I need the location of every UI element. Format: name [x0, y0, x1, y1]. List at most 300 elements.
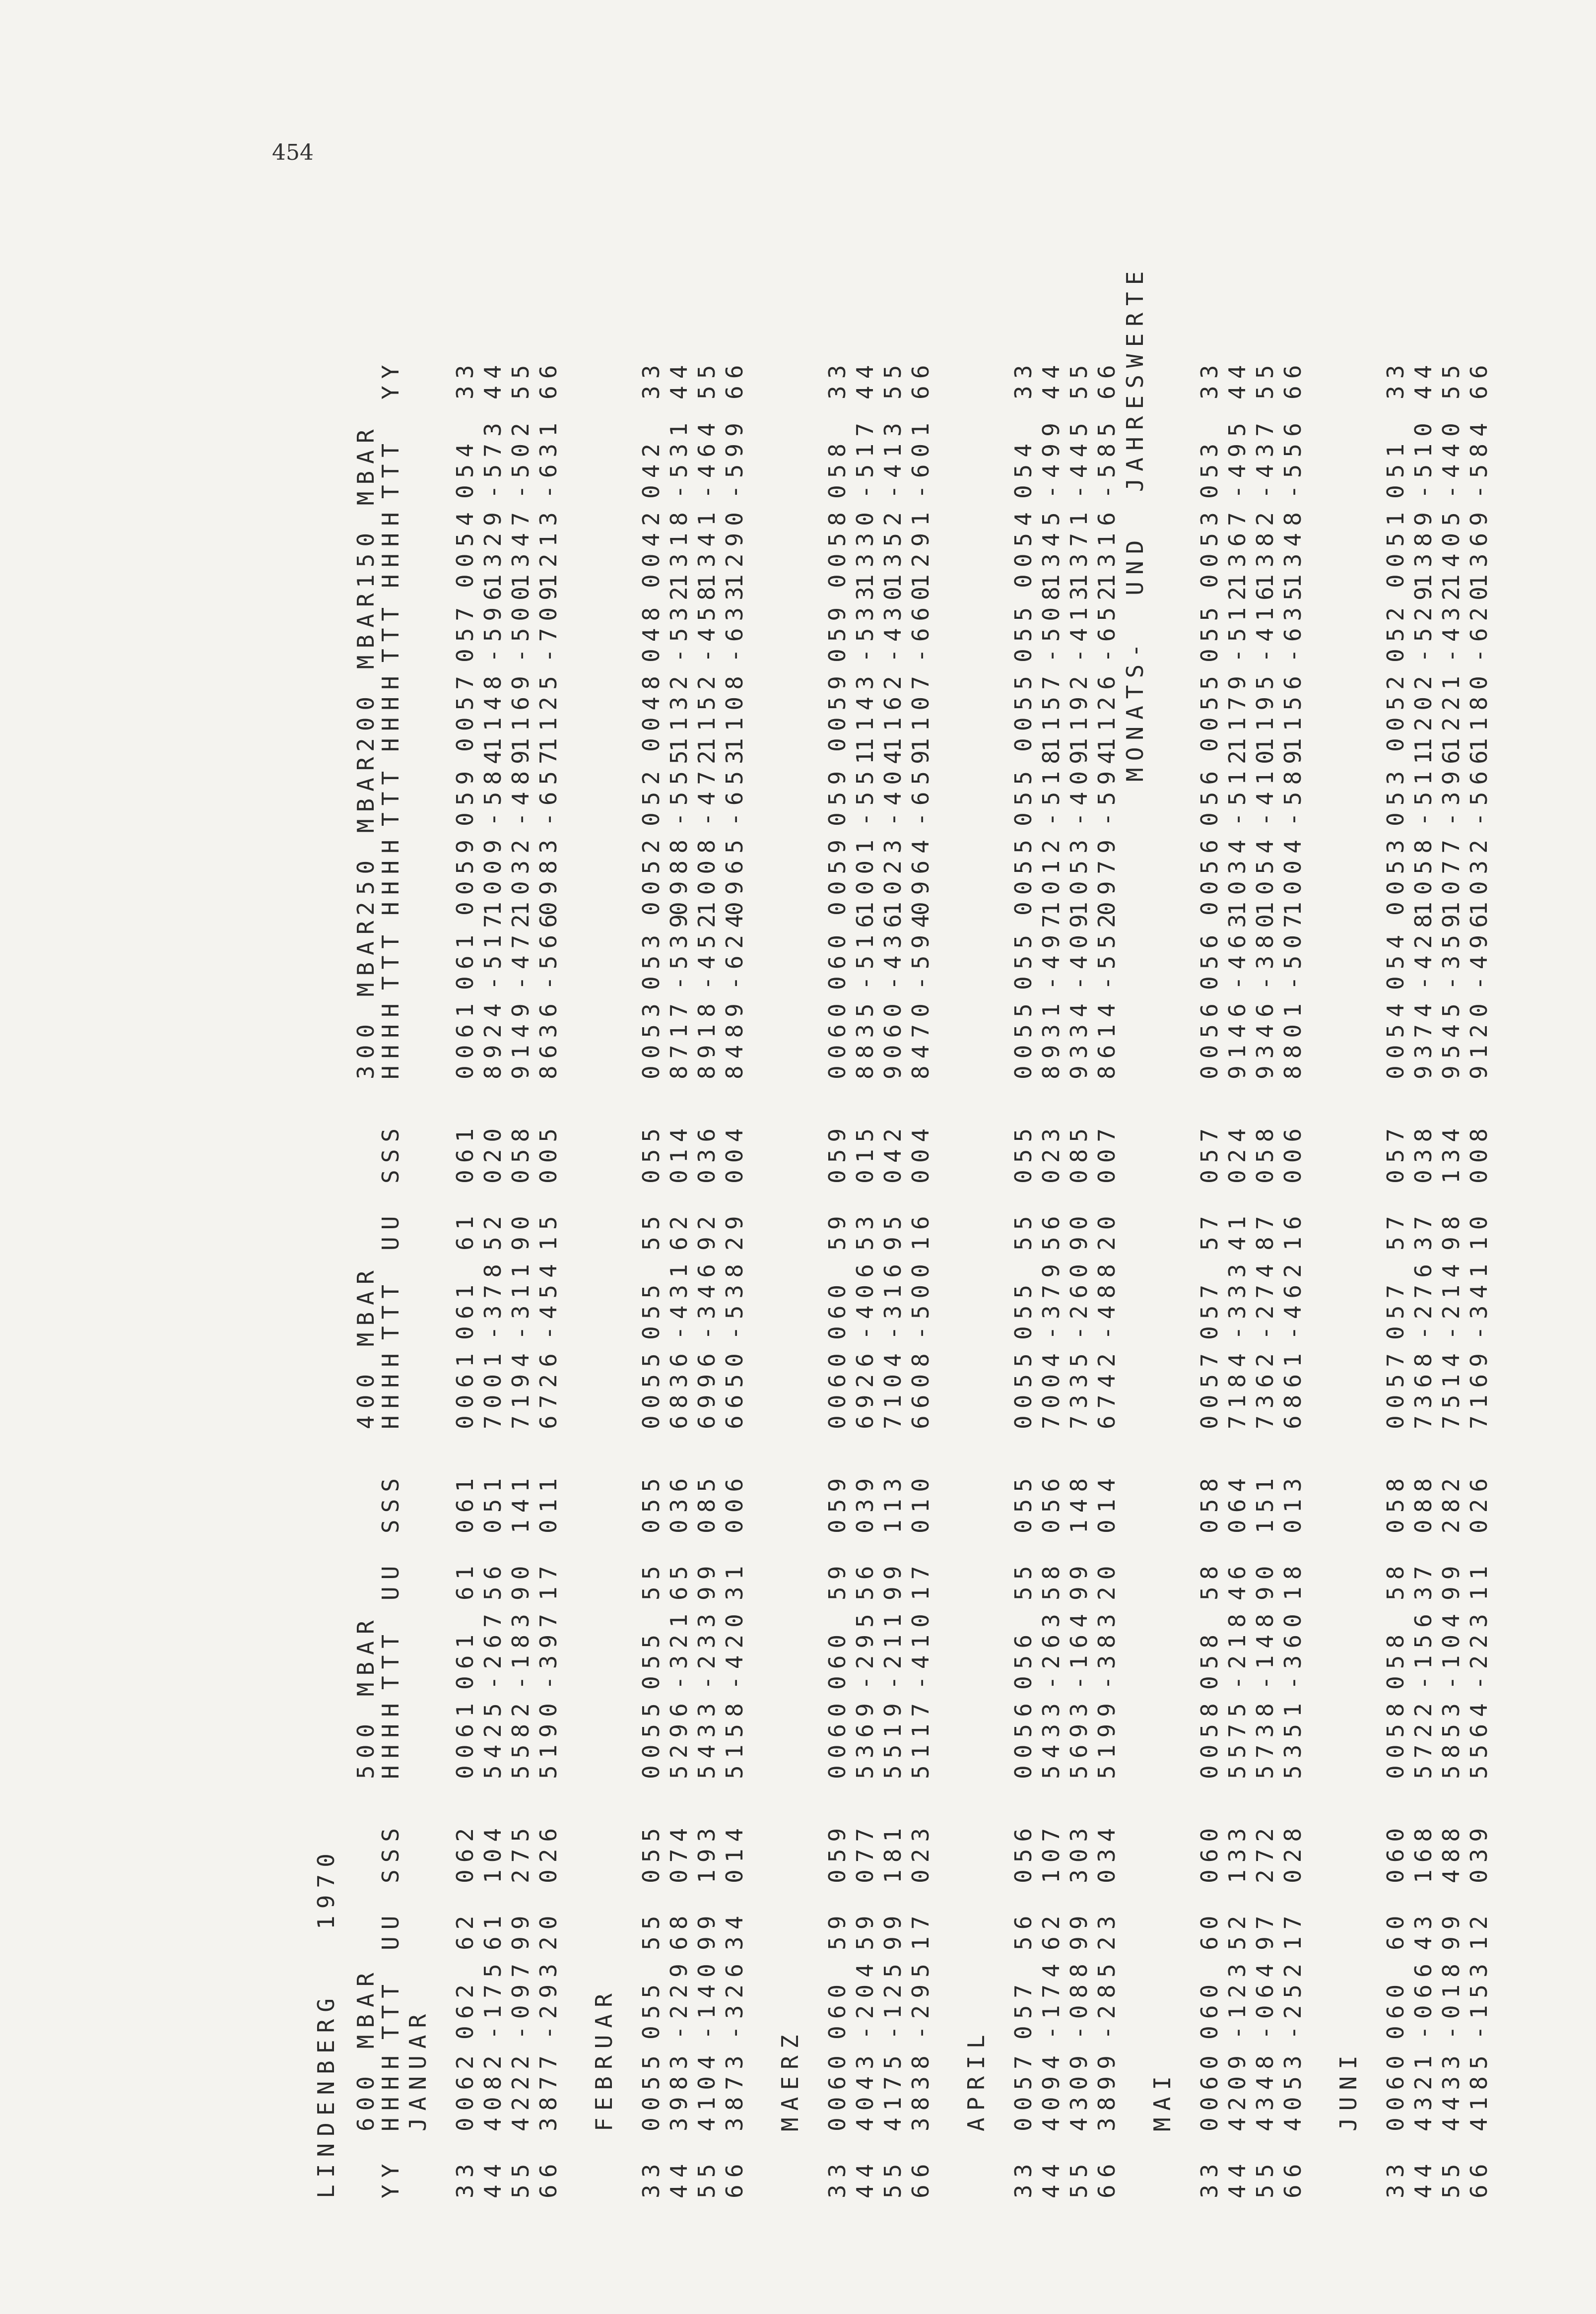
table-cell: -175 [479, 1957, 506, 2040]
table-cell: 060 [1196, 1977, 1223, 2040]
table-cell: 17 [907, 1559, 934, 1600]
table-cell: 57 [1196, 1209, 1223, 1251]
table-cell: -566 [1465, 743, 1492, 826]
table-cell: 44 [1224, 2157, 1251, 2198]
table-cell: 062 [452, 1977, 478, 2040]
table-cell: -538 [721, 1257, 748, 1340]
table-cell: -531 [665, 416, 692, 499]
table-cell: -573 [479, 416, 506, 499]
table-cell: -097 [507, 1957, 534, 2040]
table-cell: 66 [535, 2157, 562, 2198]
table-cell: 3873 [721, 2049, 748, 2131]
table-cell: 042 [638, 436, 665, 499]
table-cell: 6742 [1093, 1346, 1120, 1429]
table-cell: 33 [824, 2157, 851, 2198]
table-cell: 8924 [479, 996, 506, 1079]
table-cell: -652 [1093, 580, 1120, 662]
table-cell: 87 [1252, 1209, 1278, 1251]
month-label: MAI [1149, 2069, 1176, 2131]
table-cell: 0055 [638, 2049, 665, 2131]
table-cell: 90 [1065, 1209, 1092, 1251]
table-cell: 0056 [1196, 833, 1223, 916]
table-cell: 44 [852, 358, 878, 399]
page-number: 454 [272, 140, 314, 165]
table-cell: 085 [693, 1471, 720, 1533]
table-cell: -464 [693, 416, 720, 499]
column-header: HHHH [377, 833, 404, 916]
table-cell: 44 [1410, 358, 1437, 399]
table-cell: -260 [1065, 1257, 1092, 1340]
table-cell: 9120 [1465, 996, 1492, 1079]
table-cell: 058 [1382, 1627, 1409, 1690]
table-cell: 33 [638, 358, 665, 399]
table-cell: 0060 [1382, 2049, 1409, 2131]
table-cell: 1152 [693, 669, 720, 752]
table-cell: 99 [879, 1559, 906, 1600]
table-cell: 60 [1196, 1909, 1223, 1950]
table-cell: 9149 [507, 996, 534, 1079]
table-cell: 0055 [638, 1696, 665, 1779]
table-cell: 99 [879, 1909, 906, 1950]
table-cell: 66 [1279, 2157, 1306, 2198]
table-cell: -496 [1465, 907, 1492, 990]
table-cell: 0060 [824, 1696, 851, 1779]
table-cell: 6608 [907, 1346, 934, 1429]
table-cell: 1341 [693, 505, 720, 588]
table-cell: -511 [1410, 743, 1437, 826]
table-cell: 0058 [1382, 1696, 1409, 1779]
table-cell: 7514 [1438, 1346, 1464, 1429]
table-cell: 141 [507, 1471, 534, 1533]
table-cell: 59 [852, 1909, 878, 1950]
month-label: JUNI [1335, 2049, 1362, 2131]
table-cell: 0048 [638, 669, 665, 752]
table-cell: -214 [1438, 1257, 1464, 1340]
table-cell: 23 [1093, 1909, 1120, 1950]
table-cell: 1001 [852, 833, 878, 916]
table-cell: -380 [1252, 907, 1278, 990]
table-cell: 024 [1224, 1121, 1251, 1184]
table-cell: 44 [1038, 2157, 1064, 2198]
table-cell: 0056 [1196, 996, 1223, 1079]
level-header: 150 MBAR [352, 422, 379, 588]
table-cell: -458 [693, 580, 720, 662]
table-cell: 3877 [535, 2049, 562, 2131]
table-cell: -263 [1038, 1607, 1064, 1690]
table-cell: 99 [1438, 1909, 1464, 1950]
table-cell: 6650 [721, 1346, 748, 1429]
table-cell: -599 [721, 416, 748, 499]
table-cell: 9146 [1224, 996, 1251, 1079]
table-cell: 0058 [824, 505, 851, 588]
table-cell: -285 [1093, 1957, 1120, 2040]
table-cell: 052 [638, 764, 665, 826]
column-header: HHHH [377, 2049, 404, 2131]
table-cell: 0964 [907, 833, 934, 916]
table-cell: -140 [693, 1957, 720, 2040]
table-cell: -123 [1224, 1957, 1251, 2040]
table-cell: -064 [1252, 1957, 1278, 2040]
column-header: TTT [377, 764, 404, 826]
table-cell: 060 [824, 1627, 851, 1690]
table-cell: 006 [721, 1471, 748, 1533]
column-header: HHHH [377, 1346, 404, 1429]
table-cell: -512 [1224, 743, 1251, 826]
table-cell: 92 [693, 1209, 720, 1251]
table-cell: -657 [535, 743, 562, 826]
table-cell: 18 [1279, 1559, 1306, 1600]
table-cell: 1348 [1279, 505, 1306, 588]
table-cell: 7004 [1038, 1346, 1064, 1429]
table-cell: 148 [1065, 1471, 1092, 1533]
table-cell: 1108 [721, 669, 748, 752]
table-cell: 1004 [1279, 833, 1306, 916]
table-cell: 055 [638, 1471, 665, 1533]
table-cell: 5564 [1465, 1696, 1492, 1779]
table-cell: 0053 [1382, 833, 1409, 916]
table-cell: 9346 [1252, 996, 1278, 1079]
table-cell: 66 [721, 358, 748, 399]
table-cell: 1195 [1252, 669, 1278, 752]
table-cell: -499 [1038, 416, 1064, 499]
table-cell: 99 [1065, 1559, 1092, 1600]
table-cell: 44 [1224, 358, 1251, 399]
table-cell: 4222 [507, 2049, 534, 2131]
table-cell: -233 [693, 1607, 720, 1690]
table-cell: 1132 [665, 669, 692, 752]
table-cell: -488 [1093, 1257, 1120, 1340]
table-cell: -383 [1093, 1607, 1120, 1690]
table-cell: 053 [638, 927, 665, 990]
column-header: HHHH [377, 996, 404, 1079]
table-cell: 66 [1279, 358, 1306, 399]
table-cell: 7368 [1410, 1346, 1437, 1429]
table-cell: 0055 [1010, 833, 1037, 916]
table-cell: -436 [879, 907, 906, 990]
table-cell: 1405 [1438, 505, 1464, 588]
table-cell: 0060 [824, 1346, 851, 1429]
table-cell: 55 [1438, 358, 1464, 399]
table-cell: -276 [1410, 1257, 1437, 1340]
table-cell: 5117 [907, 1696, 934, 1779]
table-cell: 1126 [1093, 669, 1120, 752]
table-cell: 5853 [1438, 1696, 1464, 1779]
table-cell: 33 [824, 358, 851, 399]
table-cell: 9060 [879, 996, 906, 1079]
table-cell: 46 [1224, 1559, 1251, 1600]
table-cell: -589 [1279, 743, 1306, 826]
table-cell: 056 [1010, 1821, 1037, 1883]
table-cell: -229 [665, 1957, 692, 2040]
table-cell: 060 [824, 927, 851, 990]
column-header: HHHH [377, 1696, 404, 1779]
table-cell: 9374 [1410, 996, 1437, 1079]
table-cell: 1202 [1410, 669, 1437, 752]
table-cell: 133 [1224, 1821, 1251, 1883]
month-label: FEBRUAR [591, 1986, 617, 2131]
table-cell: 8489 [721, 996, 748, 1079]
table-cell: 1053 [1065, 833, 1092, 916]
table-cell: 036 [665, 1471, 692, 1533]
table-cell: 1032 [1465, 833, 1492, 916]
table-cell: 1058 [1410, 833, 1437, 916]
table-cell: 1389 [1410, 505, 1437, 588]
table-cell: 5738 [1252, 1696, 1278, 1779]
table-cell: 56 [1038, 1209, 1064, 1251]
table-cell: 1367 [1224, 505, 1251, 588]
table-cell: 015 [852, 1121, 878, 1184]
table-cell: -410 [907, 1607, 934, 1690]
table-cell: -512 [1224, 580, 1251, 662]
table-cell: 59 [824, 1209, 851, 1251]
table-cell: 020 [479, 1121, 506, 1184]
table-cell: 023 [907, 1821, 934, 1883]
table-cell: -624 [721, 907, 748, 990]
table-cell: -539 [665, 907, 692, 990]
table-cell: -508 [1038, 580, 1064, 662]
table-cell: -409 [1065, 743, 1092, 826]
table-cell: 8835 [852, 996, 878, 1079]
table-cell: -431 [665, 1257, 692, 1340]
table-cell: -378 [479, 1257, 506, 1340]
table-cell: 0988 [665, 833, 692, 916]
table-cell: 059 [824, 1471, 851, 1533]
table-cell: 058 [1382, 1471, 1409, 1533]
table-cell: 064 [1224, 1471, 1251, 1533]
table-cell: 039 [1465, 1821, 1492, 1883]
table-cell: -252 [1279, 1957, 1306, 2040]
table-cell: 1291 [907, 505, 934, 588]
table-cell: 66 [535, 358, 562, 399]
table-cell: 55 [507, 358, 534, 399]
table-cell: -500 [907, 1257, 934, 1340]
table-cell: 059 [824, 1821, 851, 1883]
column-header: HHHH [377, 669, 404, 752]
table-cell: -088 [1065, 1957, 1092, 2040]
table-cell: -164 [1065, 1607, 1092, 1690]
table-cell: 17 [907, 1909, 934, 1950]
table-cell: -428 [1410, 907, 1437, 990]
table-cell: -360 [1279, 1607, 1306, 1690]
table-cell: 0979 [1093, 833, 1120, 916]
table-cell: -594 [1093, 743, 1120, 826]
table-cell: 97 [1252, 1909, 1278, 1950]
table-cell: 054 [452, 436, 478, 499]
table-cell: 052 [1382, 600, 1409, 662]
table-cell: 168 [1410, 1821, 1437, 1883]
column-header: HHHH [377, 505, 404, 588]
table-cell: 33 [452, 2157, 478, 2198]
table-cell: -489 [507, 743, 534, 826]
table-cell: -359 [1438, 907, 1464, 990]
table-cell: -584 [479, 743, 506, 826]
table-cell: -413 [1065, 580, 1092, 662]
table-cell: 57 [1382, 1209, 1409, 1251]
table-cell: 062 [452, 1821, 478, 1883]
table-cell: 99 [1065, 1909, 1092, 1950]
table-cell: -018 [1438, 1957, 1464, 2040]
table-cell: 29 [721, 1209, 748, 1251]
table-cell: 1107 [907, 669, 934, 752]
table-cell: 038 [1410, 1121, 1437, 1184]
table-cell: 061 [452, 1121, 478, 1184]
table-cell: 061 [452, 927, 478, 990]
table-cell: 0055 [1010, 996, 1037, 1079]
table-cell: 59 [824, 1559, 851, 1600]
table-cell: 051 [1382, 436, 1409, 499]
table-cell: 4433 [1438, 2049, 1464, 2131]
table-cell: 0055 [1010, 669, 1037, 752]
table-cell: 1157 [1038, 669, 1064, 752]
table-cell: -104 [1438, 1607, 1464, 1690]
table-cell: -653 [721, 743, 748, 826]
table-cell: 059 [452, 764, 478, 826]
table-cell: 33 [1382, 358, 1409, 399]
table-cell: 107 [1038, 1821, 1064, 1883]
table-cell: 7169 [1465, 1346, 1492, 1429]
table-cell: 20 [1093, 1209, 1120, 1251]
table-cell: 014 [665, 1121, 692, 1184]
table-cell: 011 [535, 1471, 562, 1533]
table-cell: 1148 [479, 669, 506, 752]
station-title: LINDENBERG 1970 [313, 1847, 339, 2198]
table-cell: 0057 [1196, 1346, 1223, 1429]
table-cell: 4043 [852, 2049, 878, 2131]
table-cell: 0054 [1010, 505, 1037, 588]
table-cell: -659 [907, 743, 934, 826]
table-cell: -552 [1093, 907, 1120, 990]
table-cell: 1034 [1224, 833, 1251, 916]
table-cell: 33 [1010, 2157, 1037, 2198]
table-cell: 0061 [452, 996, 478, 1079]
table-cell: 56 [1010, 1909, 1037, 1950]
table-cell: 026 [535, 1821, 562, 1883]
table-cell: -293 [535, 1957, 562, 2040]
table-cell: 1023 [879, 833, 906, 916]
table-cell: 1329 [479, 505, 506, 588]
table-cell: 055 [1010, 600, 1037, 662]
table-cell: 4082 [479, 2049, 506, 2131]
table-cell: -406 [852, 1257, 878, 1340]
table-cell: 55 [693, 358, 720, 399]
rotated-table [278, 127, 1492, 2211]
table-cell: -295 [852, 1607, 878, 1690]
table-cell: 4185 [1465, 2049, 1492, 2131]
table-cell: 014 [721, 1821, 748, 1883]
table-cell: 058 [824, 436, 851, 499]
table-cell: 6861 [1279, 1346, 1306, 1429]
table-cell: 55 [1065, 358, 1092, 399]
table-cell: 1077 [1438, 833, 1464, 916]
table-cell: -125 [879, 1957, 906, 2040]
table-cell: 8801 [1279, 996, 1306, 1079]
table-cell: 10 [1465, 1209, 1492, 1251]
table-cell: 055 [1010, 764, 1037, 826]
table-cell: 1143 [852, 669, 878, 752]
table-cell: -584 [1465, 416, 1492, 499]
column-header: TTT [377, 1977, 404, 2040]
table-cell: 99 [693, 1909, 720, 1950]
table-cell: 66 [1093, 2157, 1120, 2198]
table-cell: 1009 [479, 833, 506, 916]
table-cell: 4094 [1038, 2049, 1064, 2131]
table-cell: 8918 [693, 996, 720, 1079]
column-header: TTT [377, 1277, 404, 1340]
table-cell: -066 [1410, 1957, 1437, 2040]
table-cell: 056 [1038, 1471, 1064, 1533]
table-cell: -497 [1038, 907, 1064, 990]
column-header: TTT [377, 436, 404, 499]
table-cell: 58 [1196, 1559, 1223, 1600]
table-cell: 104 [479, 1821, 506, 1883]
column-header: YY [377, 358, 404, 399]
table-cell: 1156 [1279, 669, 1306, 752]
table-cell: 1290 [721, 505, 748, 588]
table-cell: 4209 [1224, 2049, 1251, 2131]
table-cell: 1316 [1093, 505, 1120, 588]
table-cell: 56 [479, 1559, 506, 1600]
column-header: TTT [377, 1627, 404, 1690]
table-cell: 010 [907, 1471, 934, 1533]
table-cell: 1369 [1465, 505, 1492, 588]
table-cell: 66 [907, 358, 934, 399]
table-cell: 088 [1410, 1471, 1437, 1533]
column-header: SSS [377, 1821, 404, 1883]
table-cell: -510 [1410, 416, 1437, 499]
table-cell: -341 [1465, 1257, 1492, 1340]
table-cell: -437 [1252, 416, 1278, 499]
table-cell: -326 [721, 1957, 748, 2040]
table-cell: 0061 [452, 1346, 478, 1429]
table-cell: 1179 [1224, 669, 1251, 752]
table-cell: 1352 [879, 505, 906, 588]
table-cell: 0052 [638, 833, 665, 916]
table-cell: 060 [1382, 1977, 1409, 2040]
column-header: YY [377, 2157, 404, 2198]
table-cell: -495 [1224, 416, 1251, 499]
table-cell: 282 [1438, 1471, 1464, 1533]
table-cell: 077 [852, 1821, 878, 1883]
table-cell: -502 [507, 416, 534, 499]
table-cell: 52 [479, 1209, 506, 1251]
table-cell: -156 [1410, 1607, 1437, 1690]
table-cell: 036 [693, 1121, 720, 1184]
table-cell: 0054 [452, 505, 478, 588]
table-cell: 056 [1196, 927, 1223, 990]
table-cell: 060 [1382, 1821, 1409, 1883]
table-cell: 055 [1010, 1121, 1037, 1184]
table-cell: 0061 [452, 1696, 478, 1779]
table-cell: 1213 [535, 505, 562, 588]
table-cell: 44 [1410, 2157, 1437, 2198]
table-cell: 1345 [1038, 505, 1064, 588]
table-cell: 5190 [535, 1696, 562, 1779]
table-cell: 55 [1065, 2157, 1092, 2198]
table-cell: 58 [1038, 1559, 1064, 1600]
table-cell: 99 [1438, 1559, 1464, 1600]
table-cell: -620 [1465, 580, 1492, 662]
table-cell: 042 [879, 1121, 906, 1184]
table-cell: -416 [1252, 580, 1278, 662]
table-cell: -311 [507, 1257, 534, 1340]
table-cell: -462 [1279, 1257, 1306, 1340]
table-cell: 15 [535, 1209, 562, 1251]
table-cell: 061 [452, 1471, 478, 1533]
table-cell: 007 [1093, 1121, 1120, 1184]
table-cell: 55 [693, 2157, 720, 2198]
table-cell: 66 [1093, 358, 1120, 399]
column-header: TTT [377, 600, 404, 662]
